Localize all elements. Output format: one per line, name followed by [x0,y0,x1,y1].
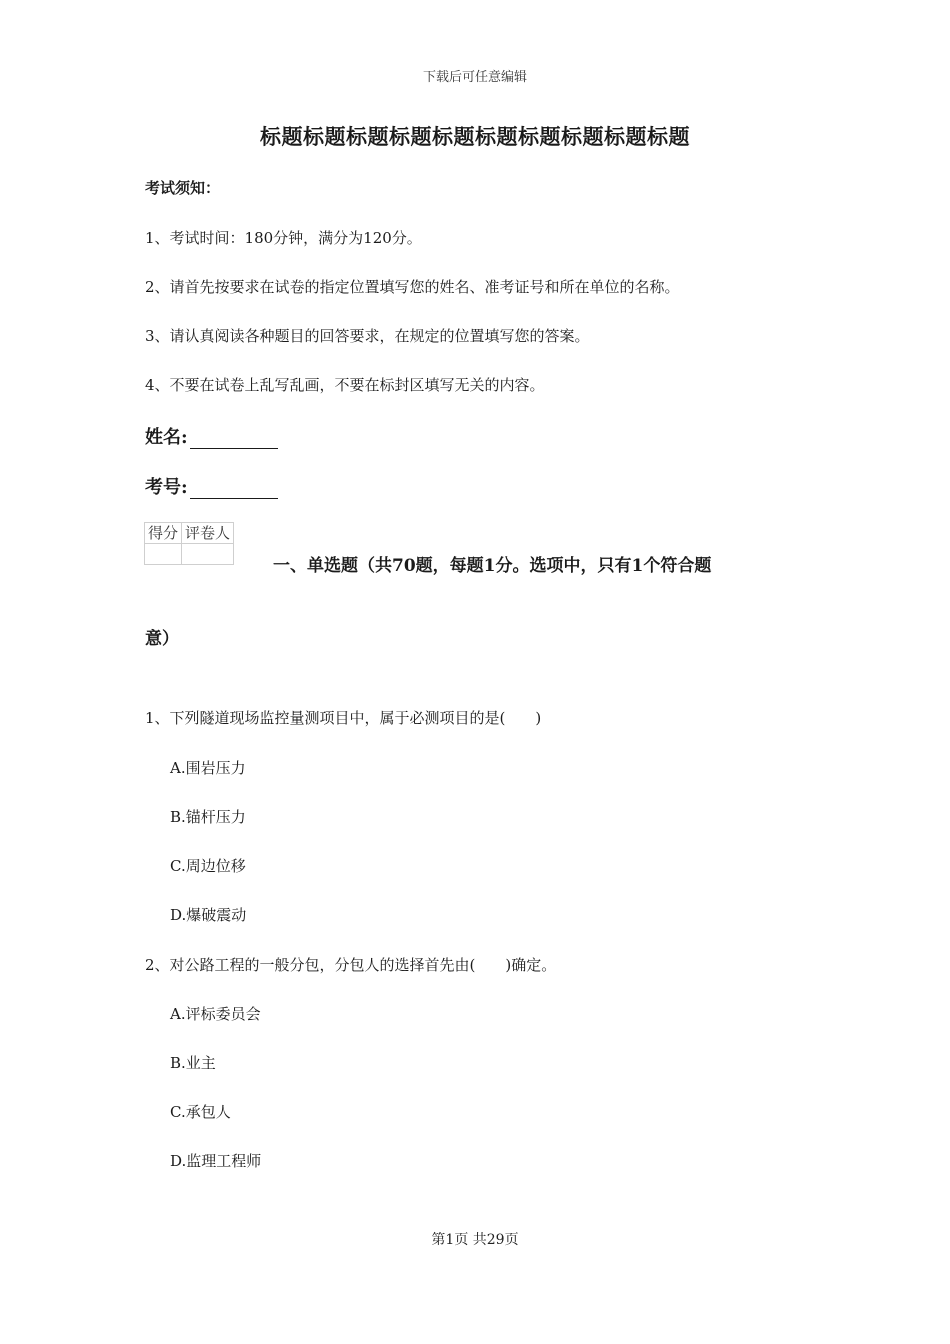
question-2: 2、对公路工程的一般分包，分包人的选择首先由( )确定。 [145,956,557,974]
question-1-option-d: D.爆破震动 [170,906,247,924]
notice-item: 2、请首先按要求在试卷的指定位置填写您的姓名、准考证号和所在单位的名称。 [145,278,680,296]
question-2-option-a: A.评标委员会 [170,1005,261,1023]
grader-header: 评卷人 [182,523,234,544]
page-footer: 第1页 共29页 [431,1232,519,1248]
name-label: 姓名: [145,427,188,448]
notice-item: 4、不要在试卷上乱写乱画，不要在标封区填写无关的内容。 [145,376,545,394]
grader-cell[interactable] [182,544,234,565]
name-blank-line[interactable] [190,430,278,449]
score-cell[interactable] [145,544,182,565]
section-heading-continued: 意） [145,629,179,649]
exam-number-blank-line[interactable] [190,480,278,499]
question-1: 1、下列隧道现场监控量测项目中，属于必测项目的是( ) [145,709,542,727]
notice-item: 3、请认真阅读各种题目的回答要求，在规定的位置填写您的答案。 [145,327,590,345]
score-header: 得分 [145,523,182,544]
question-2-option-b: B.业主 [170,1054,216,1072]
document-title: 标题标题标题标题标题标题标题标题标题标题 [260,124,690,149]
exam-number-field [145,473,278,499]
notice-item: 1、考试时间：180分钟，满分为120分。 [145,229,422,247]
name-field [145,423,278,449]
question-1-option-a: A.围岩压力 [170,759,246,777]
section-heading: 一、单选题（共70题，每题1分。选项中，只有1个符合题 [273,556,712,576]
question-1-option-c: C.周边位移 [170,857,246,875]
question-1-option-b: B.锚杆压力 [170,808,246,826]
question-2-option-d: D.监理工程师 [170,1152,262,1170]
header-note: 下载后可任意编辑 [422,70,527,85]
exam-number-label: 考号: [145,477,188,498]
score-table [144,522,234,565]
question-2-option-c: C.承包人 [170,1103,231,1121]
notice-heading: 考试须知： [145,179,221,197]
